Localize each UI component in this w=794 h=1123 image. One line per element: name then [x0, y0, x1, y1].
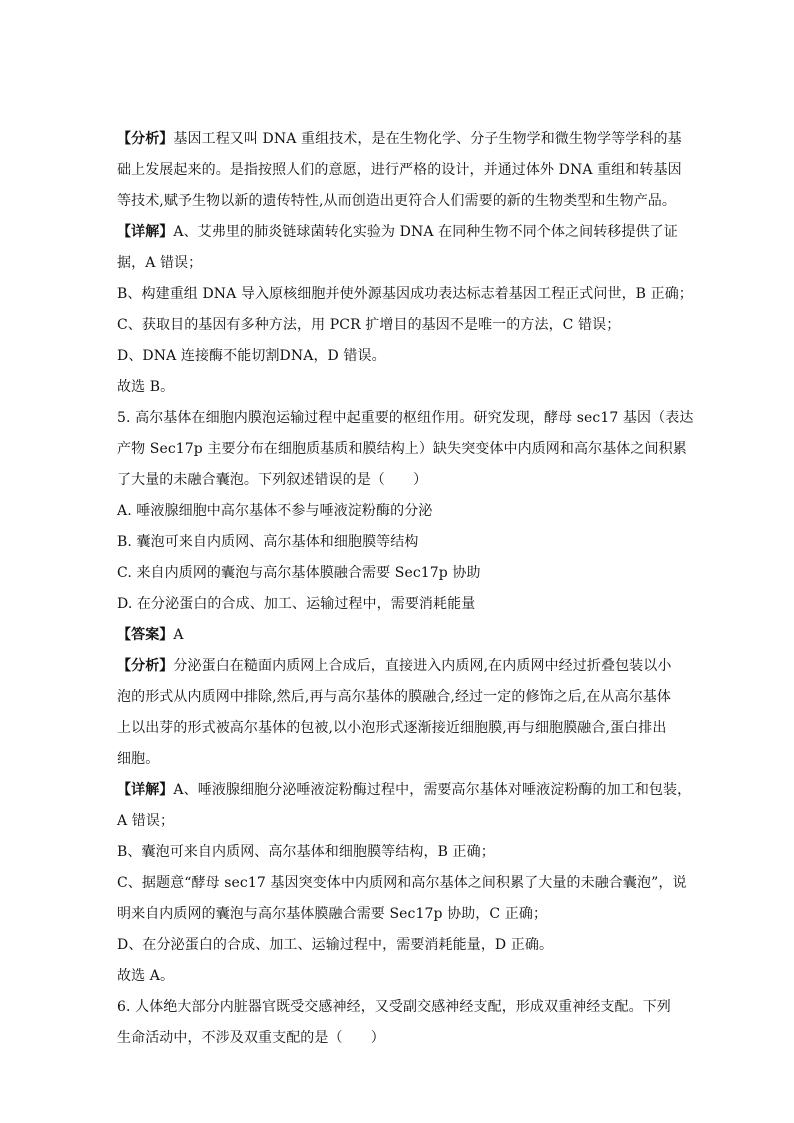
text-line-28	[117, 961, 683, 992]
line-text: 产物 Sec17p 主要分布在细胞质基质和膜结构上）缺失突变体中内质网和高尔基体之间积累	[117, 441, 687, 457]
text-line-1	[117, 124, 683, 155]
line-text: A、艾弗里的肺炎链球菌转化实验为 DNA 在同种生物不同个体之间转移提供了证	[173, 224, 678, 240]
text-line-14	[117, 527, 683, 558]
line-text: 分泌蛋白在糙面内质网上合成后，直接进入内质网,在内质网中经过折叠包装以小	[173, 658, 672, 674]
text-line-15	[117, 558, 683, 589]
text-line-30	[117, 1023, 683, 1054]
line-text: 础上发展起来的。是指按照人们的意愿，进行严格的设计，并通过体外 DNA 重组和转基因	[117, 162, 682, 178]
text-line-18	[117, 651, 683, 682]
line-text: B、囊泡可来自内质网、高尔基体和细胞膜等结构，B 正确；	[117, 844, 495, 860]
line-text: A 错误；	[117, 813, 175, 829]
text-line-5	[117, 248, 683, 279]
text-line-2	[117, 155, 683, 186]
document-page	[117, 124, 694, 1054]
line-text: C. 来自内质网的囊泡与高尔基体膜融合需要 Sec17p 协助	[117, 565, 481, 581]
text-line-12	[117, 465, 683, 496]
text-line-8	[117, 341, 683, 372]
text-line-17	[117, 620, 683, 651]
line-text: 5. 高尔基体在细胞内膜泡运输过程中起重要的枢纽作用。研究发现，酵母 sec17 基因（表达	[117, 410, 694, 426]
text-line-24	[117, 837, 683, 868]
text-line-20	[117, 713, 683, 744]
line-text: C、据题意“酵母 sec17 基因突变体中内质网和高尔基体之间积累了大量的未融合囊泡”，说	[117, 875, 687, 891]
line-text: 明来自内质网的囊泡与高尔基体膜融合需要 Sec17p 协助，C 正确；	[117, 906, 548, 922]
text-line-6	[117, 279, 693, 310]
section-tag: 【详解】	[117, 782, 174, 798]
text-line-27	[117, 930, 683, 961]
text-line-13	[117, 496, 683, 527]
line-text: A、唾液腺细胞分泌唾液淀粉酶过程中，需要高尔基体对唾液淀粉酶的加工和包装，	[173, 782, 692, 798]
line-text: 基因工程又叫 DNA 重组技术，是在生物化学、分子生物学和微生物学等学科的基	[173, 131, 682, 147]
line-text: A	[173, 627, 184, 643]
line-text: 故选 B。	[117, 379, 175, 395]
line-text: A. 唾液腺细胞中高尔基体不参与唾液淀粉酶的分泌	[117, 503, 433, 519]
line-text: 了大量的未融合囊泡。下列叙述错误的是（ ）	[117, 472, 428, 488]
line-text: 泡的形式从内质网中排除,然后,再与高尔基体的膜融合,经过一定的修饰之后,在从高尔基体	[117, 689, 671, 705]
line-text: 细胞。	[117, 751, 160, 767]
text-line-26	[117, 899, 683, 930]
text-line-10	[117, 403, 694, 434]
text-line-11	[117, 434, 687, 465]
text-line-9	[117, 372, 683, 403]
section-tag: 【分析】	[117, 131, 174, 147]
line-text: 上以出芽的形式被高尔基体的包被,以小泡形式逐渐接近细胞膜,再与细胞膜融合,蛋白排出	[117, 720, 667, 736]
text-line-16	[117, 589, 683, 620]
line-text: 等技术,赋予生物以新的遗传特性,从而创造出更符合人们需要的新的生物类型和生物产品。	[117, 193, 676, 209]
text-line-29	[117, 992, 683, 1023]
line-text: 故选 A。	[117, 968, 175, 984]
text-line-23	[117, 806, 683, 837]
section-tag: 【分析】	[117, 658, 174, 674]
text-line-21	[117, 744, 683, 775]
text-line-4	[117, 217, 683, 248]
section-tag: 【详解】	[117, 224, 174, 240]
text-line-19	[117, 682, 683, 713]
line-text: B、构建重组 DNA 导入原核细胞并使外源基因成功表达标志着基因工程正式问世，B 正确；	[117, 286, 693, 302]
line-text: D、DNA 连接酶不能切割DNA，D 错误。	[117, 348, 386, 364]
line-text: B. 囊泡可来自内质网、高尔基体和细胞膜等结构	[117, 534, 419, 550]
text-line-7	[117, 310, 683, 341]
line-text: D. 在分泌蛋白的合成、加工、运输过程中，需要消耗能量	[117, 596, 476, 612]
line-text: 6. 人体绝大部分内脏器官既受交感神经，又受副交感神经支配，形成双重神经支配。下列	[117, 999, 671, 1015]
line-text: 据，A 错误；	[117, 255, 203, 271]
line-text: C、获取目的基因有多种方法，用 PCR 扩增目的基因不是唯一的方法，C 错误；	[117, 317, 621, 333]
text-line-22	[117, 775, 692, 806]
line-text: D、在分泌蛋白的合成、加工、运输过程中，需要消耗能量，D 正确。	[117, 937, 554, 953]
section-tag: 【答案】	[117, 627, 174, 643]
line-text: 生命活动中，不涉及双重支配的是（ ）	[117, 1030, 385, 1046]
text-line-3	[117, 186, 683, 217]
text-line-25	[117, 868, 687, 899]
